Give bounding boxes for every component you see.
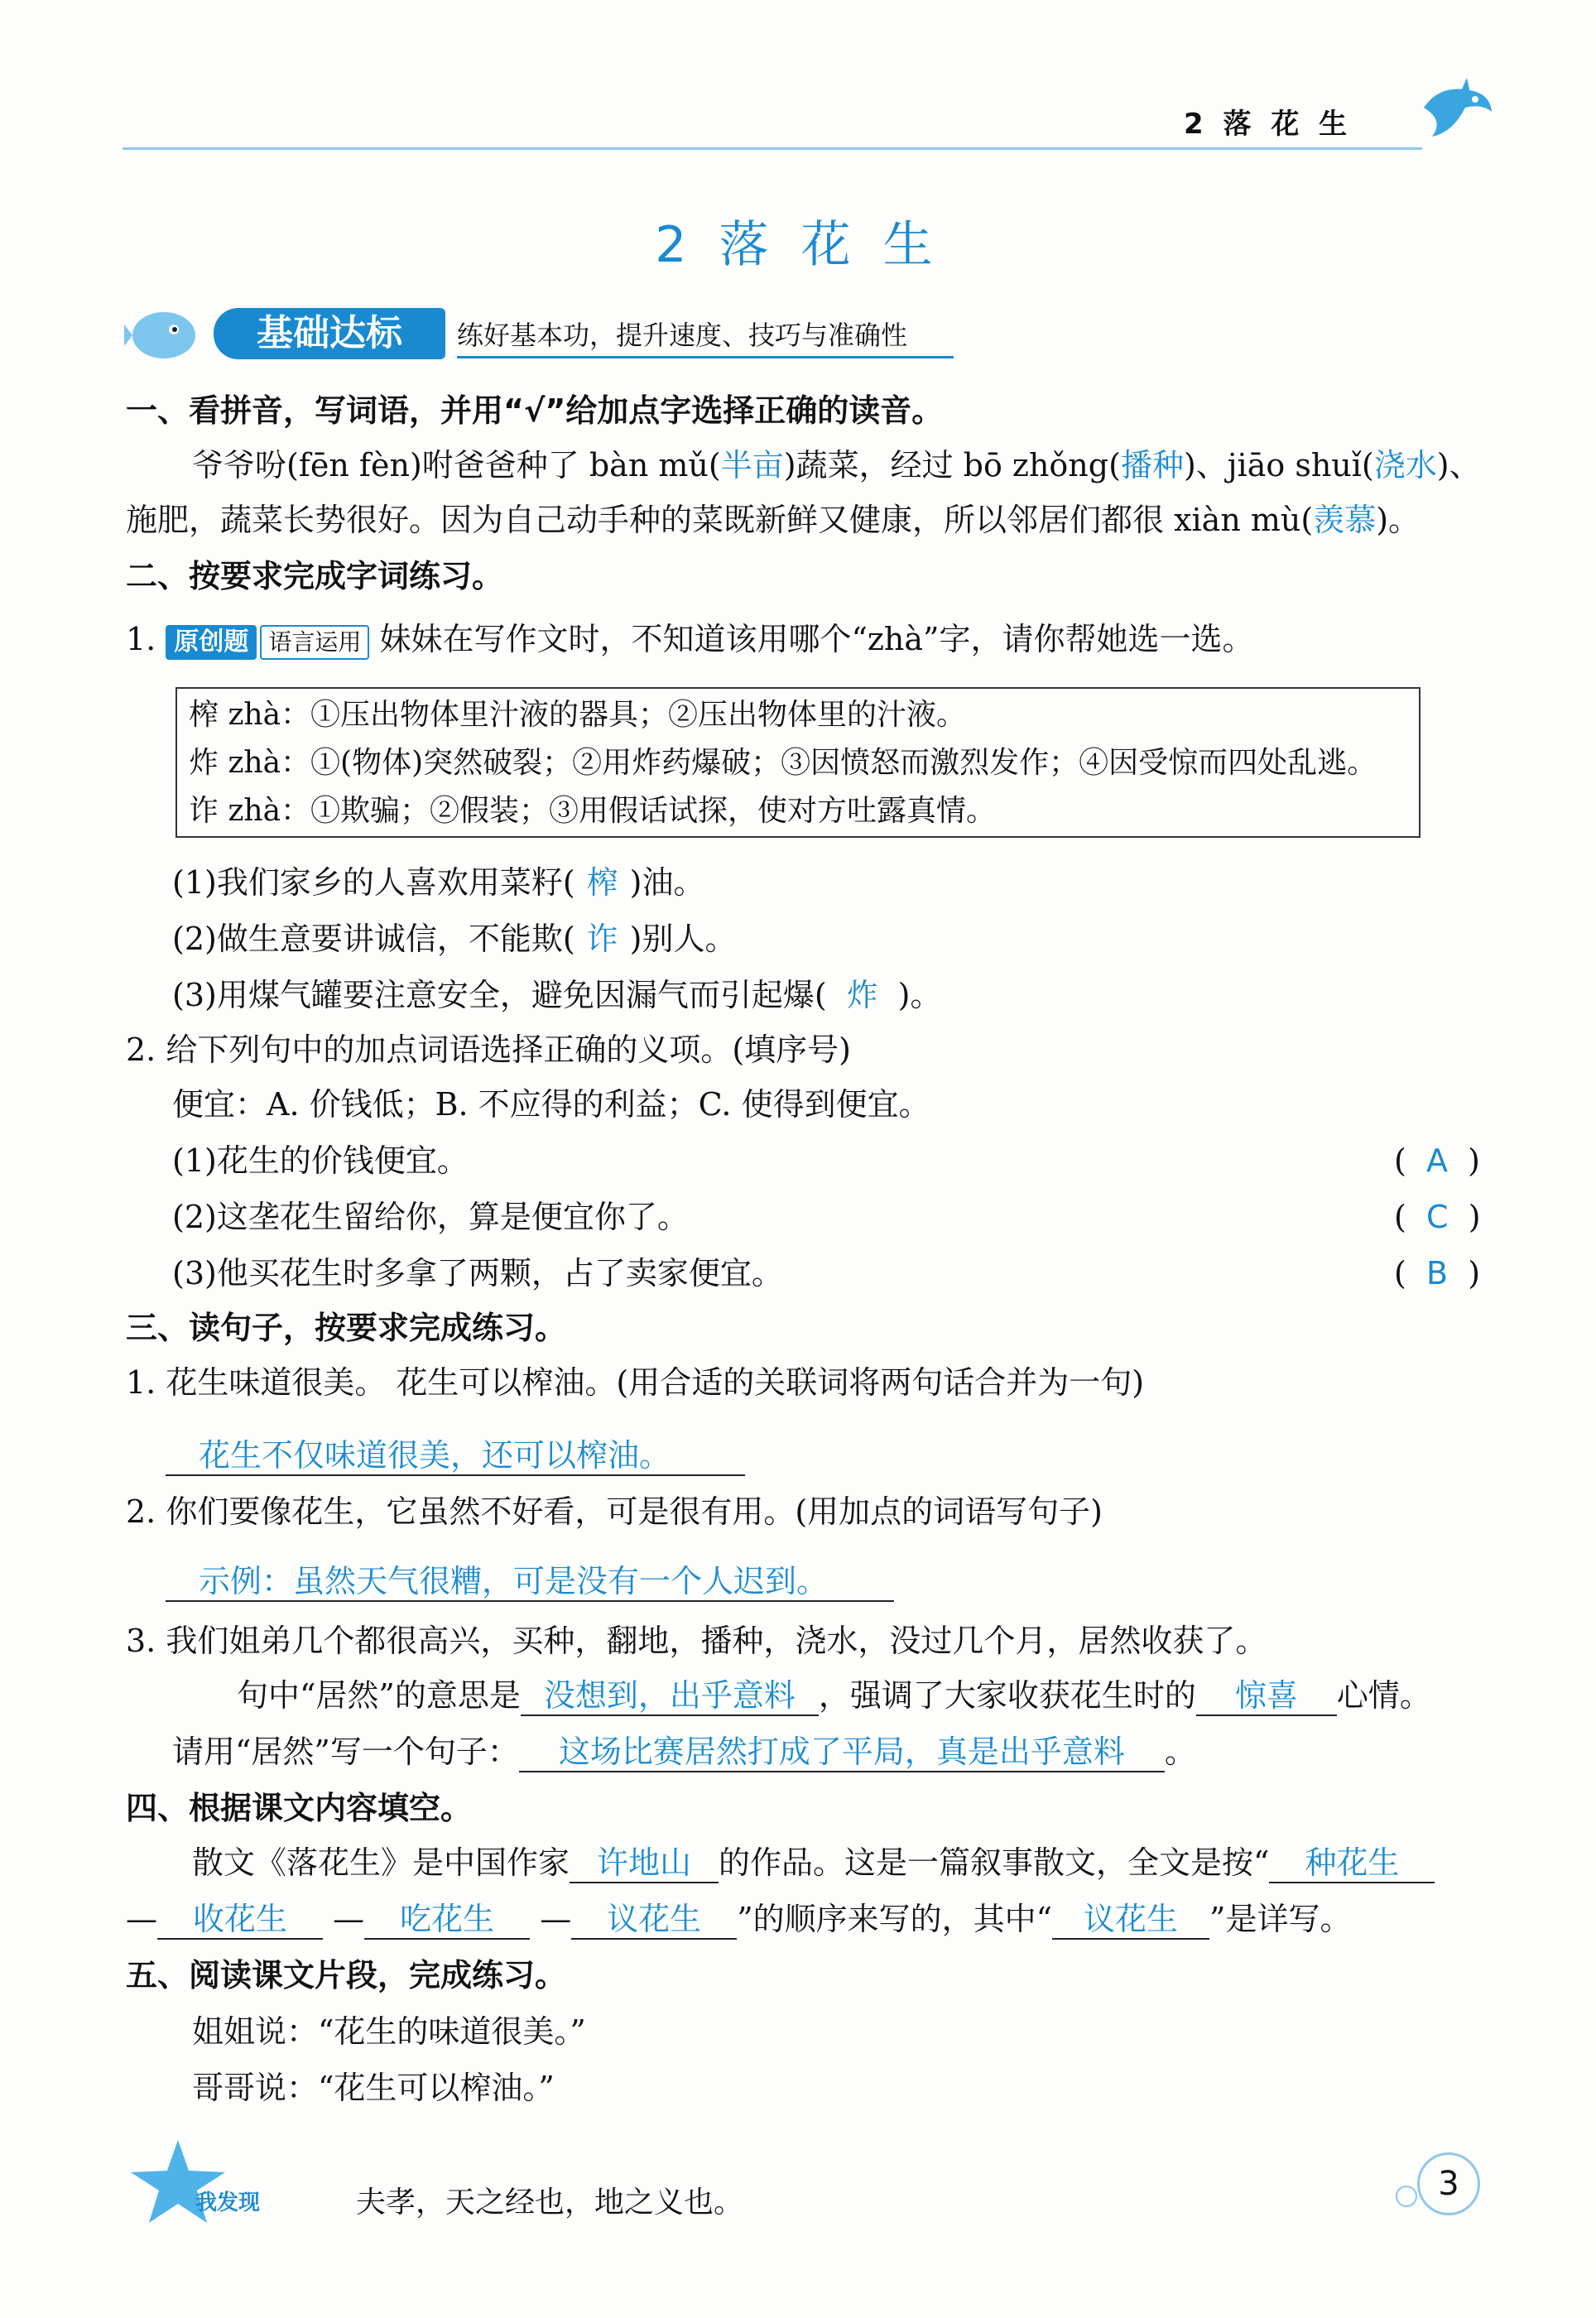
- footer-bubble: [1396, 2186, 1417, 2207]
- order-1-answer: 种花生: [1269, 1844, 1435, 1883]
- q3-meaning-mid: ，强调了大家收获花生时的: [818, 1677, 1196, 1714]
- q1-text: 妹妹在写作文时，不知道该用哪个“zhà”字，请你帮她选一选。: [379, 621, 1254, 657]
- section-1-heading: 一、看拼音，写词语，并用“√”给加点字选择正确的读音。: [126, 392, 944, 429]
- dolphin-icon: [1416, 75, 1498, 149]
- answer-banmu: 半亩: [720, 447, 784, 483]
- page-title: 2 落 花 生: [655, 216, 941, 274]
- q3-sentence-post: 。: [1164, 1734, 1196, 1770]
- passage-line-2: 哥哥说：“花生可以榨油。”: [192, 2070, 555, 2106]
- section-4-heading: 四、根据课文内容填空。: [126, 1790, 473, 1826]
- fill-3-text: (3)用煤气罐要注意安全，避免因漏气而引起爆(: [172, 977, 827, 1013]
- fill-2-answer: 诈: [586, 921, 618, 957]
- answer-bozhong: 播种: [1120, 447, 1184, 483]
- banner-label: 基础达标: [257, 312, 402, 354]
- s3-q1-answer: 花生不仅味道很美，还可以榨油。: [166, 1436, 745, 1476]
- s3-q2-answer: 示例：虽然天气很糟，可是没有一个人迟到。: [166, 1562, 894, 1602]
- s1-line-1: [192, 440, 1481, 490]
- s2-q2-options: 便宜：A. 价钱低；B. 不应得的利益；C. 使得到便宜。: [172, 1086, 930, 1123]
- footer-logo-text: 我发现: [195, 2191, 261, 2215]
- s1-text-b: )蔬菜，经过 bō zhǒng(: [783, 447, 1121, 483]
- page-number: 3: [1417, 2152, 1480, 2215]
- answer-xianmu: 羡慕: [1313, 502, 1377, 538]
- order-2-answer: 收花生: [157, 1900, 323, 1940]
- meaning-item-1: (1)花生的价钱便宜。: [172, 1142, 469, 1179]
- meaning-2-letter: C: [1425, 1199, 1449, 1235]
- header-rule: [123, 147, 1422, 150]
- meaning-answer-1: ( A ): [1394, 1142, 1480, 1179]
- s2-q1: [126, 614, 1253, 664]
- s1-text-c: )、jiāo shuǐ(: [1183, 447, 1374, 483]
- q3-meaning-answer: 没想到，出乎意料: [521, 1676, 819, 1716]
- fill-item-3: [172, 970, 942, 1020]
- order-4-answer: 议花生: [571, 1900, 737, 1940]
- passage-line-1: 姐姐说：“花生的味道很美。”: [192, 2013, 586, 2050]
- definition-box: [175, 687, 1421, 838]
- meaning-3-letter: B: [1425, 1255, 1449, 1291]
- section-5-heading: 五、阅读课文片段，完成练习。: [126, 1957, 567, 1993]
- fill-item-1: [172, 858, 705, 907]
- running-title: 2 落 花 生: [1184, 108, 1353, 141]
- s3-q2: 2. 你们要像花生，它虽然不好看，可是很有用。(用加点的词语写句子): [126, 1493, 1103, 1530]
- order-3-answer: 吃花生: [364, 1900, 530, 1940]
- q3-feeling-answer: 惊喜: [1196, 1676, 1337, 1716]
- s4-mid: 的作品。这是一篇叙事散文，全文是按“: [719, 1844, 1270, 1881]
- fill-2-text: (2)做生意要讲诚信，不能欺(: [172, 921, 575, 957]
- s4-prefix: 散文《落花生》是中国作家: [192, 1844, 570, 1881]
- s4-line-2: [126, 1894, 1351, 1944]
- dash-3: —: [540, 1901, 572, 1937]
- s1-line-2: [126, 495, 1420, 545]
- meaning-1-letter: A: [1425, 1142, 1448, 1179]
- s4-mid-2: ”的顺序来写的，其中“: [737, 1901, 1053, 1937]
- fill-3-post: )。: [897, 977, 942, 1013]
- footer-quote: 夫孝，天之经也，地之义也。: [356, 2186, 744, 2219]
- fill-2-post: )别人。: [629, 921, 737, 957]
- s2-q2: 2. 给下列句中的加点词语选择正确的义项。(填序号): [126, 1032, 851, 1068]
- s3-q2-answer-line: [166, 1556, 894, 1606]
- s1-text-e: 施肥，蔬菜长势很好。因为自己动手种的菜既新鲜又健康，所以邻居们都很 xiàn mù(: [126, 502, 1314, 538]
- def-zha-press: 榨 zhà：①压出物体里汁液的器具；②压出物体里的汁液。: [189, 698, 967, 732]
- q3-meaning-post: 心情。: [1336, 1677, 1431, 1714]
- meaning-item-2: (2)这垄花生留给你，算是便宜你了。: [172, 1199, 689, 1235]
- s1-text-f: )。: [1376, 502, 1421, 538]
- fill-1-answer: 榨: [586, 864, 618, 901]
- pufferfish-icon: [123, 306, 205, 364]
- def-zha-deceive: 诈 zhà：①欺骗；②假装；③用假话试探，使对方吐露真情。: [189, 794, 997, 828]
- detail-answer: 议花生: [1052, 1900, 1209, 1940]
- meaning-answer-3: ( B ): [1394, 1255, 1481, 1291]
- author-answer: 许地山: [570, 1844, 719, 1883]
- fill-3-answer: 炸: [846, 977, 878, 1013]
- language-tag: 语言运用: [260, 625, 369, 660]
- s3-q3: 3. 我们姐弟几个都很高兴，买种，翻地，播种，浇水，没过几个月，居然收获了。: [126, 1623, 1267, 1659]
- fill-1-text: (1)我们家乡的人喜欢用菜籽(: [172, 864, 575, 901]
- s1-text-d: )、: [1436, 447, 1481, 483]
- dash-1: —: [126, 1901, 157, 1937]
- def-zha-explode: 炸 zhà：①(物体)突然破裂；②用炸药爆破；③因愤怒而激烈发作；④因受惊而四处乱逃。: [189, 746, 1377, 780]
- s3-q1-answer-line: [166, 1431, 745, 1480]
- dash-2: —: [333, 1901, 365, 1937]
- q1-number: 1.: [126, 621, 156, 657]
- meaning-item-3: (3)他买花生时多拿了两颗，占了卖家便宜。: [172, 1255, 783, 1291]
- fill-1-post: )油。: [629, 864, 705, 901]
- s4-line-1: [192, 1838, 1435, 1888]
- q3-sentence-answer: 这场比赛居然打成了平局，真是出乎意料: [519, 1733, 1165, 1772]
- q3-sentence-prefix: 请用“居然”写一个句子：: [172, 1734, 519, 1770]
- q3-meaning-prefix: 句中“居然”的意思是: [237, 1677, 521, 1714]
- s4-post: ”是详写。: [1209, 1901, 1352, 1937]
- fill-item-2: [172, 914, 737, 964]
- banner-slogan: 练好基本功，提升速度、技巧与准确性: [457, 315, 954, 358]
- s3-q3-sentence: [172, 1727, 1196, 1777]
- answer-jiaoshui: 浇水: [1373, 447, 1437, 483]
- s3-q1: 1. 花生味道很美。 花生可以榨油。(用合适的关联词将两句话合并为一句): [126, 1364, 1145, 1401]
- meaning-answer-2: ( C ): [1394, 1199, 1481, 1235]
- original-badge: 原创题: [166, 625, 257, 660]
- section-2-heading: 二、按要求完成字词练习。: [126, 558, 504, 594]
- s3-q3-meaning: [237, 1671, 1431, 1720]
- s1-text-a: 爷爷吩(fēn fèn)咐爸爸种了 bàn mǔ(: [192, 447, 721, 483]
- section-3-heading: 三、读句子，按要求完成练习。: [126, 1310, 567, 1346]
